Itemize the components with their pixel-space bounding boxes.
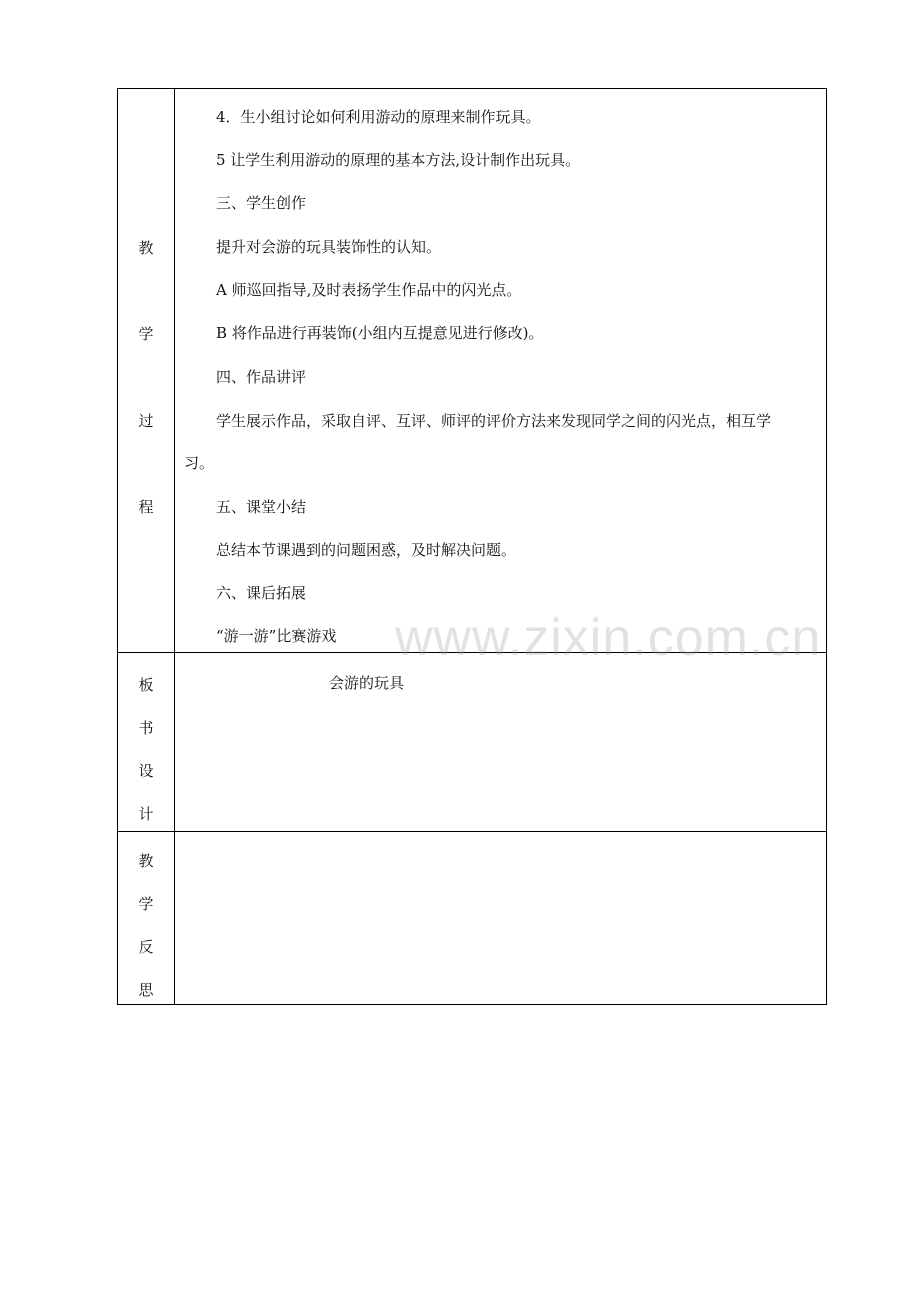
process-line: A 师巡回指导,及时表扬学生作品中的闪光点。: [216, 281, 522, 299]
label-char: 书: [138, 719, 154, 737]
process-line: 四、作品讲评: [216, 368, 307, 386]
label-char: 板: [138, 676, 154, 694]
board-title: 会游的玩具: [329, 674, 405, 692]
label-char: 学: [138, 325, 154, 343]
column-divider: [174, 89, 175, 1004]
label-char: 计: [138, 805, 154, 823]
process-line: 总结本节课遇到的问题困惑，及时解决问题。: [216, 541, 517, 559]
label-char: 程: [138, 498, 154, 516]
process-line: 习。: [184, 454, 215, 472]
label-char: 设: [138, 762, 154, 780]
label-char: 教: [138, 852, 154, 870]
label-char: 过: [138, 412, 154, 430]
process-line: 六、课后拓展: [216, 584, 307, 602]
watermark: www.zixin.com.cn: [395, 609, 822, 667]
label-char: 思: [138, 981, 154, 999]
lesson-table: [117, 88, 827, 1005]
label-char: 反: [138, 938, 154, 956]
row-divider: [118, 831, 826, 832]
process-line: 学生展示作品，采取自评、互评、师评的评价方法来发现同学之间的闪光点，相互学: [216, 412, 772, 430]
process-line: 5 让学生利用游动的原理的基本方法,设计制作出玩具。: [216, 151, 581, 169]
label-char: 教: [138, 239, 154, 257]
row-divider: [118, 652, 826, 653]
process-line: 提升对会游的玩具装饰性的认知。: [216, 238, 442, 256]
process-line: 4．生小组讨论如何利用游动的原理来制作玩具。: [216, 108, 541, 126]
process-line: “游一游”比赛游戏: [216, 627, 337, 645]
process-line: 三、学生创作: [216, 194, 307, 212]
process-line: B 将作品进行再装饰(小组内互提意见进行修改)。: [216, 324, 544, 342]
process-line: 五、课堂小结: [216, 498, 307, 516]
label-char: 学: [138, 895, 154, 913]
